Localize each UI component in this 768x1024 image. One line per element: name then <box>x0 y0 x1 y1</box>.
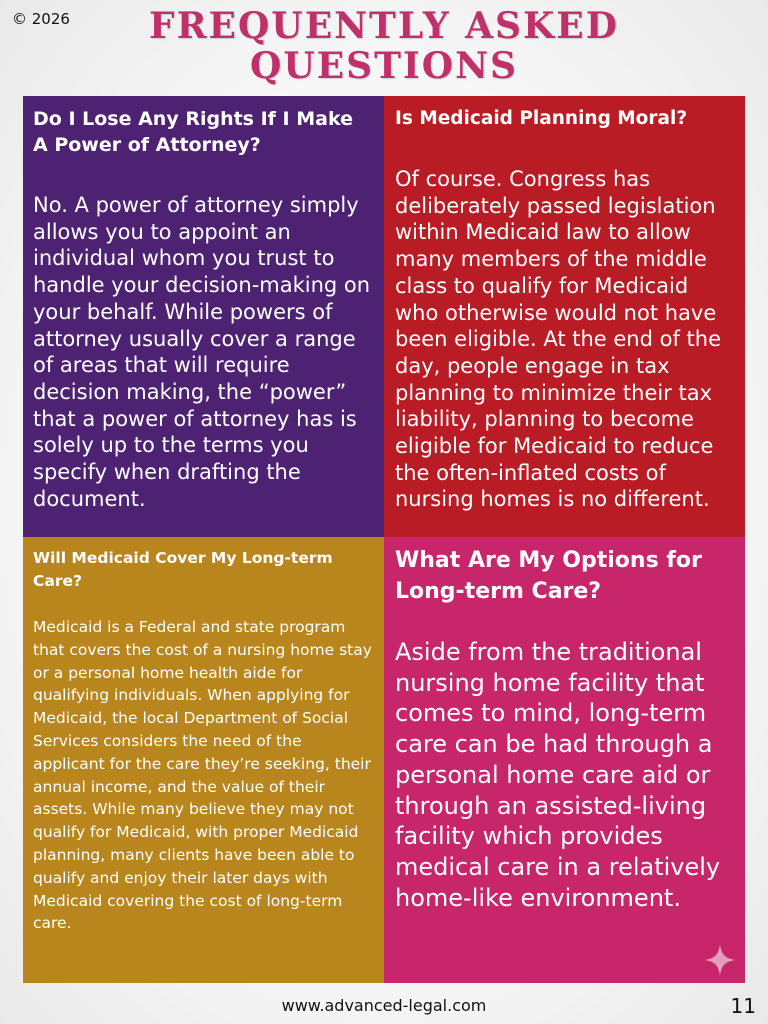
footer-website-link[interactable]: www.advanced-legal.com <box>281 996 487 1015</box>
faq-answer: Aside from the traditional nursing home facility that comes to mind, long-term care can be had through a personal home care aid or through an assisted-living facility which provides medical care in a relatively home-like environment. <box>395 638 721 912</box>
page-number: 11 <box>730 994 756 1018</box>
copyright-notice: © 2026 <box>12 10 70 28</box>
title-line-2: QUESTIONS <box>249 45 519 87</box>
sparkle-icon <box>703 943 737 977</box>
faq-question: Will Medicaid Cover My Long-term Care? <box>33 549 333 590</box>
faq-question: Do I Lose Any Rights If I Make A Power of Attorney? <box>33 108 353 156</box>
title-line-1: FREQUENTLY ASKED <box>149 5 619 47</box>
faq-answer: Of course. Congress has deliberately passed legislation within Medicaid law to allow many members of the middle class to qualify for Medicaid who otherwise would not have been eligible. At the end of the day, people engage in tax planning to minimize their tax liability, planning to become eligible for Medicaid to reduce the often-inflated costs of nursing homes is no different. <box>395 167 722 512</box>
faq-answer: Medicaid is a Federal and state program that covers the cost of a nursing home stay or a personal home health aide for qualifying individuals. When applying for Medicaid, the local Department of Social Services considers the need of the applicant for the care they’re seeking, their annual income, and the value of their assets. While many believe they may not qualify for Medicaid, with proper Medicaid planning, many clients have been able to qualify and enjoy their later days with Medicaid covering the cost of long-term care. <box>33 618 372 933</box>
faq-panel-coverage <box>23 537 384 983</box>
faq-answer: No. A power of attorney simply allows you to appoint an individual whom you trust to handle your decision-making on your behalf. While powers of attorney usually cover a range of areas that will require decision making, the “power” that a power of attorney has is solely up to the terms you specify when drafting the document. <box>33 193 371 511</box>
faq-panel-rights <box>23 96 384 537</box>
faq-question: What Are My Options for Long-term Care? <box>395 548 702 604</box>
faq-question: Is Medicaid Planning Moral? <box>395 108 688 129</box>
page-title <box>120 6 648 86</box>
faq-panel-options <box>384 537 745 983</box>
faq-panel-moral <box>384 96 745 537</box>
